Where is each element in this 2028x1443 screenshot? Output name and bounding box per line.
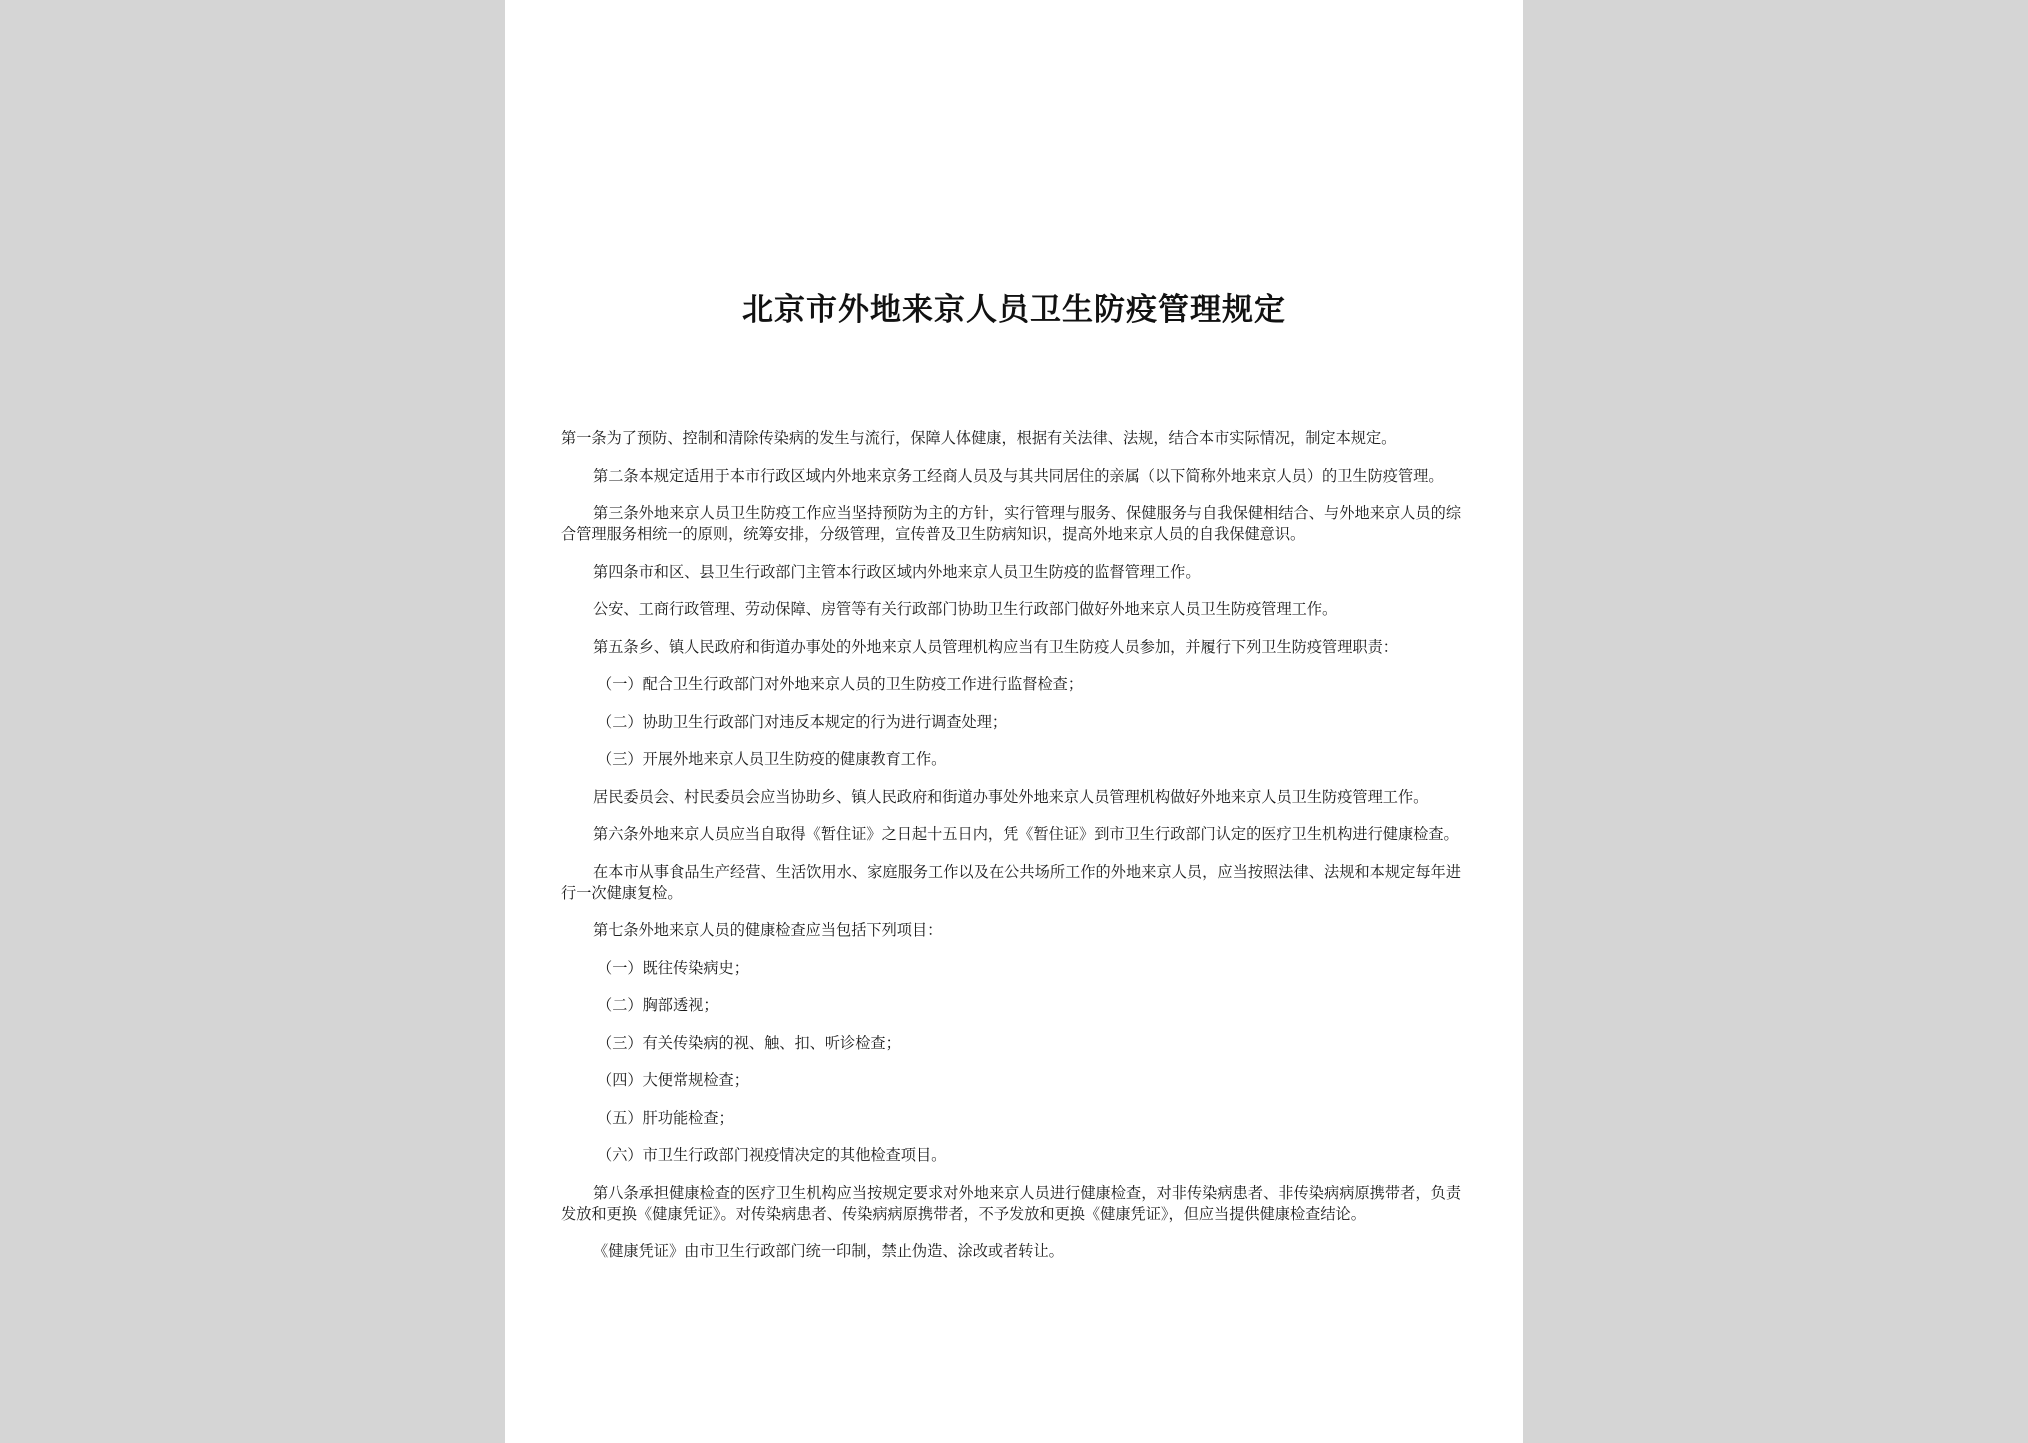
article-paragraph: 第二条本规定适用于本市行政区域内外地来京务工经商人员及与其共同居住的亲属（以下简称外地来京人员）的卫生防疫管理。 <box>593 466 1444 485</box>
list-item: （六）市卫生行政部门视疫情决定的其他检查项目。 <box>597 1146 947 1164</box>
list-item: （二）胸部透视； <box>597 996 719 1014</box>
list-item: （五）肝功能检查； <box>597 1108 734 1127</box>
list-item: （一）既往传染病史； <box>597 958 749 977</box>
article-paragraph: 第八条承担健康检查的医疗卫生机构应当按规定要求对外地来京人员进行健康检查，对非传染病患者、非传染病病原携带者，负责发放和更换《健康凭证》。对传染病患者、传染病病原携带者，不予发放和更换《健康凭证》，但应当提供健康检查结论。 <box>561 1183 1461 1223</box>
list-item: （四）大便常规检查； <box>597 1071 749 1089</box>
article-paragraph: 在本市从事食品生产经营、生活饮用水、家庭服务工作以及在公共场所工作的外地来京人员，应当按照法律、法规和本规定每年进行一次健康复检。 <box>561 862 1461 902</box>
list-item: （三）有关传染病的视、触、扣、听诊检查； <box>597 1033 901 1052</box>
article-paragraph: 第三条外地来京人员卫生防疫工作应当坚持预防为主的方针，实行管理与服务、保健服务与自我保健相结合、与外地来京人员的综合管理服务相统一的原则，统筹安排，分级管理，宣传普及卫生防病知识，提高外地来京人员的自我保健意识。 <box>561 504 1461 543</box>
document-body <box>561 428 1461 1279</box>
article-paragraph: 第七条外地来京人员的健康检查应当包括下列项目： <box>593 921 943 939</box>
article-paragraph: 第五条乡、镇人民政府和街道办事处的外地来京人员管理机构应当有卫生防疫人员参加，并履行下列卫生防疫管理职责： <box>593 637 1398 656</box>
list-item: （三）开展外地来京人员卫生防疫的健康教育工作。 <box>597 750 947 768</box>
list-item: （一）配合卫生行政部门对外地来京人员的卫生防疫工作进行监督检查； <box>597 675 1083 693</box>
article-paragraph: 第六条外地来京人员应当自取得《暂住证》之日起十五日内，凭《暂住证》到市卫生行政部门认定的医疗卫生机构进行健康检查。 <box>593 825 1459 843</box>
document-page <box>505 0 1523 1443</box>
list-item: （二）协助卫生行政部门对违反本规定的行为进行调查处理； <box>597 712 1008 731</box>
article-paragraph: 居民委员会、村民委员会应当协助乡、镇人民政府和街道办事处外地来京人员管理机构做好外地来京人员卫生防疫管理工作。 <box>593 787 1429 806</box>
article-paragraph: 公安、工商行政管理、劳动保障、房管等有关行政部门协助卫生行政部门做好外地来京人员卫生防疫管理工作。 <box>593 600 1338 618</box>
document-title: 北京市外地来京人员卫生防疫管理规定 <box>742 292 1286 328</box>
article-paragraph: 《健康凭证》由市卫生行政部门统一印制，禁止伪造、涂改或者转让。 <box>593 1242 1064 1260</box>
article-paragraph: 第一条为了预防、控制和清除传染病的发生与流行，保障人体健康，根据有关法律、法规，结合本市实际情况，制定本规定。 <box>561 429 1397 447</box>
article-paragraph: 第四条市和区、县卫生行政部门主管本行政区域内外地来京人员卫生防疫的监督管理工作。 <box>593 562 1201 581</box>
